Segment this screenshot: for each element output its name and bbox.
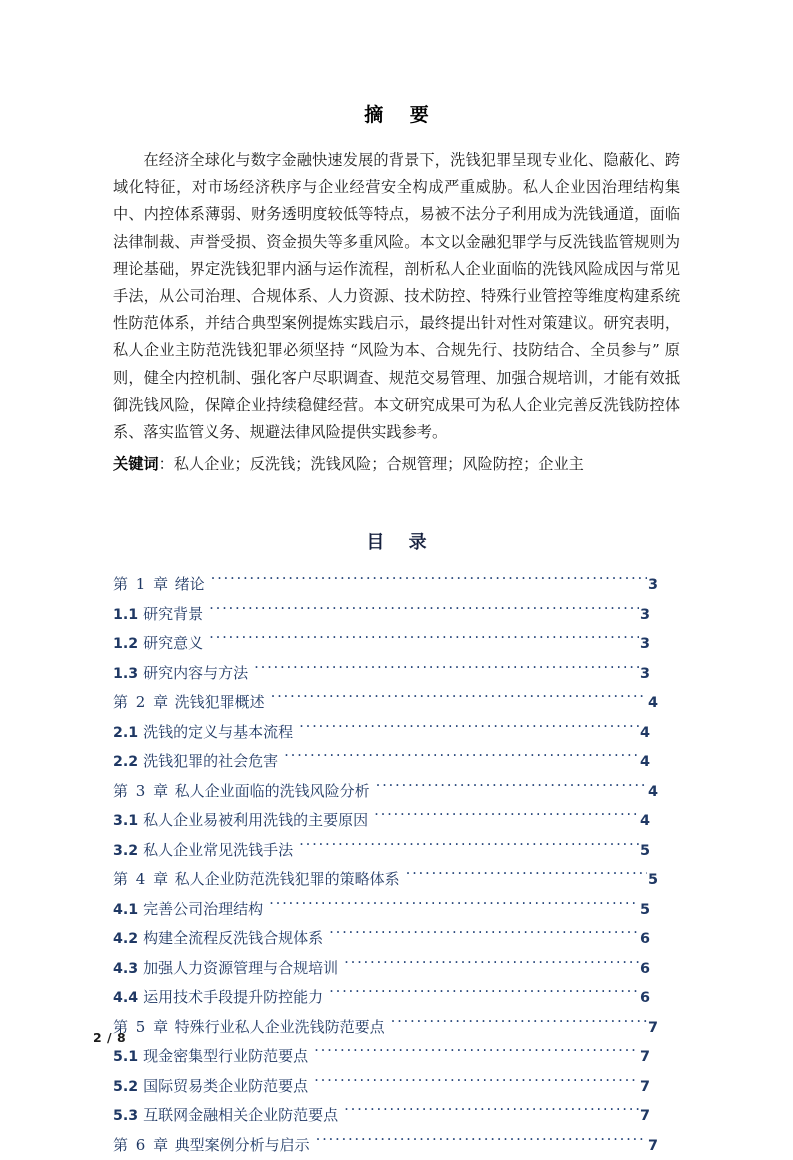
toc-entry-number: 3.1 bbox=[113, 813, 139, 830]
toc-entry-number: 第 4 章 bbox=[113, 870, 170, 889]
toc-leader-dots bbox=[316, 1135, 647, 1150]
toc-entry-label: 完善公司治理结构 bbox=[143, 899, 264, 918]
page-footer-indicator: 2 / 8 bbox=[93, 1030, 127, 1045]
toc-entry-page-number: 4 bbox=[639, 724, 650, 741]
toc-entry-page-number: 6 bbox=[639, 990, 650, 1007]
toc-entry-page-number: 3 bbox=[639, 606, 650, 623]
toc-entry[interactable] bbox=[113, 570, 658, 600]
toc-leader-dots bbox=[284, 752, 639, 766]
toc-entry-label: 私人企业易被利用洗钱的主要原因 bbox=[143, 811, 369, 830]
toc-leader-dots bbox=[269, 900, 639, 914]
toc-entry[interactable] bbox=[113, 954, 650, 984]
toc-entry-number: 2.2 bbox=[113, 754, 139, 771]
toc-entry-label: 洗钱的定义与基本流程 bbox=[143, 722, 294, 741]
toc-entry-number: 4.3 bbox=[113, 960, 139, 977]
toc-leader-dots bbox=[344, 959, 639, 973]
toc-entry-number: 5.1 bbox=[113, 1049, 139, 1066]
toc-entry-label: 绪论 bbox=[174, 575, 205, 594]
toc-entry[interactable] bbox=[113, 1131, 658, 1160]
toc-entry[interactable] bbox=[113, 1013, 658, 1043]
toc-leader-dots bbox=[376, 781, 647, 796]
toc-entry-number: 1.1 bbox=[113, 606, 139, 623]
toc-leader-dots bbox=[211, 574, 647, 589]
toc-entry-page-number: 5 bbox=[639, 901, 650, 918]
toc-entry[interactable] bbox=[113, 1072, 650, 1102]
toc-entry-label: 研究内容与方法 bbox=[143, 663, 249, 682]
toc-entry-number: 第 5 章 bbox=[113, 1017, 170, 1036]
toc-entry-number: 4.1 bbox=[113, 901, 139, 918]
toc-entry-page-number: 3 bbox=[647, 577, 658, 594]
toc-entry-number: 第 3 章 bbox=[113, 781, 170, 800]
toc-entry-page-number: 7 bbox=[639, 1049, 650, 1066]
toc-leader-dots bbox=[344, 1106, 639, 1120]
toc-entry[interactable] bbox=[113, 747, 650, 777]
toc-entry-label: 研究意义 bbox=[143, 634, 204, 653]
table-of-contents bbox=[113, 554, 680, 1160]
toc-leader-dots bbox=[254, 664, 639, 678]
toc-leader-dots bbox=[329, 988, 639, 1002]
toc-entry-number: 1.2 bbox=[113, 636, 139, 653]
toc-entry-page-number: 7 bbox=[639, 1078, 650, 1095]
toc-entry[interactable] bbox=[113, 983, 650, 1013]
keywords-line bbox=[113, 446, 680, 478]
page-content bbox=[113, 0, 680, 1160]
toc-entry[interactable] bbox=[113, 718, 650, 748]
toc-entry-number: 2.1 bbox=[113, 724, 139, 741]
toc-leader-dots bbox=[314, 1077, 639, 1091]
toc-entry-page-number: 4 bbox=[647, 783, 658, 800]
toc-entry-page-number: 4 bbox=[639, 754, 650, 771]
toc-entry-page-number: 4 bbox=[647, 695, 658, 712]
toc-entry-page-number: 5 bbox=[647, 872, 658, 889]
toc-entry[interactable] bbox=[113, 1042, 650, 1072]
toc-leader-dots bbox=[299, 841, 639, 855]
toc-entry-label: 洗钱犯罪概述 bbox=[174, 693, 265, 712]
toc-entry-page-number: 3 bbox=[639, 636, 650, 653]
toc-entry-label: 私人企业面临的洗钱风险分析 bbox=[174, 781, 370, 800]
keywords-separator: ： bbox=[158, 455, 174, 474]
toc-leader-dots bbox=[209, 605, 639, 619]
toc-entry-number: 第 6 章 bbox=[113, 1135, 170, 1154]
toc-entry-number: 第 2 章 bbox=[113, 693, 170, 712]
toc-entry[interactable] bbox=[113, 1101, 650, 1131]
toc-entry-page-number: 5 bbox=[639, 842, 650, 859]
keywords-label: 关键词 bbox=[113, 455, 159, 474]
toc-entry-label: 私人企业常见洗钱手法 bbox=[143, 840, 294, 859]
toc-entry[interactable] bbox=[113, 924, 650, 954]
toc-entry-page-number: 3 bbox=[639, 665, 650, 682]
toc-entry-label: 研究背景 bbox=[143, 604, 204, 623]
toc-entry-page-number: 6 bbox=[639, 931, 650, 948]
toc-entry-label: 互联网金融相关企业防范要点 bbox=[143, 1106, 339, 1125]
toc-leader-dots bbox=[314, 1047, 639, 1061]
toc-leader-dots bbox=[329, 929, 639, 943]
toc-leader-dots bbox=[271, 692, 647, 707]
toc-entry-number: 5.2 bbox=[113, 1078, 139, 1095]
toc-entry-label: 典型案例分析与启示 bbox=[174, 1135, 310, 1154]
toc-entry-label: 现金密集型行业防范要点 bbox=[143, 1047, 309, 1066]
abstract-body-text: 在经济全球化与数字金融快速发展的背景下，洗钱犯罪呈现专业化、隐蔽化、跨域化特征，对市场经济秩序与企业经营安全构成严重威胁。私人企业因治理结构集中、内控体系薄弱、财务透明度较低等特点，易被不法分子利用成为洗钱通道，面临法律制裁、声誉受损、资金损失等多重风险。本文以金融犯罪学与反洗钱监管规则为理论基础，界定洗钱犯罪内涵与运作流程，剖析私人企业面临的洗钱风险成因与常见手法，从公司治理、合规体系、人力资源、技术防控、特殊行业管控等维度构建系统性防范体系，并结合典型案例提炼实践启示，最终提出针对性对策建议。研究表明，私人企业主防范洗钱犯罪必须坚持 “风险为本、合规先行、技防结合、全员参与” 原则，健全内控机制、强化客户尽职调查、规范交易管理、加强合规培训，才能有效抵御洗钱风险，保障企业持续稳健经营。本文研究成果可为私人企业完善反洗钱防控体系、落实监管义务、规避法律风险提供实践参考。 bbox=[113, 151, 680, 442]
toc-entry-label: 加强人力资源管理与合规培训 bbox=[143, 958, 339, 977]
toc-leader-dots bbox=[391, 1017, 647, 1032]
toc-entry-label: 洗钱犯罪的社会危害 bbox=[143, 752, 279, 771]
toc-entry[interactable] bbox=[113, 777, 658, 807]
toc-entry-label: 构建全流程反洗钱合规体系 bbox=[143, 929, 324, 948]
toc-entry[interactable] bbox=[113, 895, 650, 925]
toc-entry-label: 私人企业防范洗钱犯罪的策略体系 bbox=[174, 870, 400, 889]
toc-entry-number: 第 1 章 bbox=[113, 575, 170, 594]
toc-leader-dots bbox=[374, 811, 639, 825]
toc-entry[interactable] bbox=[113, 688, 658, 718]
toc-entry-page-number: 7 bbox=[647, 1019, 658, 1036]
toc-entry[interactable] bbox=[113, 865, 658, 895]
toc-entry-page-number: 4 bbox=[639, 813, 650, 830]
toc-entry-number: 3.2 bbox=[113, 842, 139, 859]
toc-entry-number: 1.3 bbox=[113, 665, 139, 682]
toc-leader-dots bbox=[209, 634, 639, 648]
toc-leader-dots bbox=[406, 869, 647, 884]
toc-entry-number: 4.4 bbox=[113, 990, 139, 1007]
toc-entry-page-number: 7 bbox=[647, 1137, 658, 1154]
toc-entry[interactable] bbox=[113, 629, 650, 659]
toc-entry[interactable] bbox=[113, 806, 650, 836]
toc-entry[interactable] bbox=[113, 836, 650, 866]
toc-heading: 目 录 bbox=[366, 532, 436, 554]
keywords-value: 私人企业；反洗钱；洗钱风险；合规管理；风险防控；企业主 bbox=[173, 455, 584, 474]
toc-entry-number: 5.3 bbox=[113, 1108, 139, 1125]
toc-leader-dots bbox=[299, 723, 639, 737]
toc-entry[interactable] bbox=[113, 600, 650, 630]
toc-entry-label: 国际贸易类企业防范要点 bbox=[143, 1076, 309, 1095]
toc-entry-label: 特殊行业私人企业洗钱防范要点 bbox=[174, 1017, 385, 1036]
toc-entry-page-number: 6 bbox=[639, 960, 650, 977]
toc-entry[interactable] bbox=[113, 659, 650, 689]
abstract-heading: 摘 要 bbox=[364, 104, 439, 126]
toc-entry-page-number: 7 bbox=[639, 1108, 650, 1125]
toc-entry-number: 4.2 bbox=[113, 931, 139, 948]
toc-entry-label: 运用技术手段提升防控能力 bbox=[143, 988, 324, 1007]
